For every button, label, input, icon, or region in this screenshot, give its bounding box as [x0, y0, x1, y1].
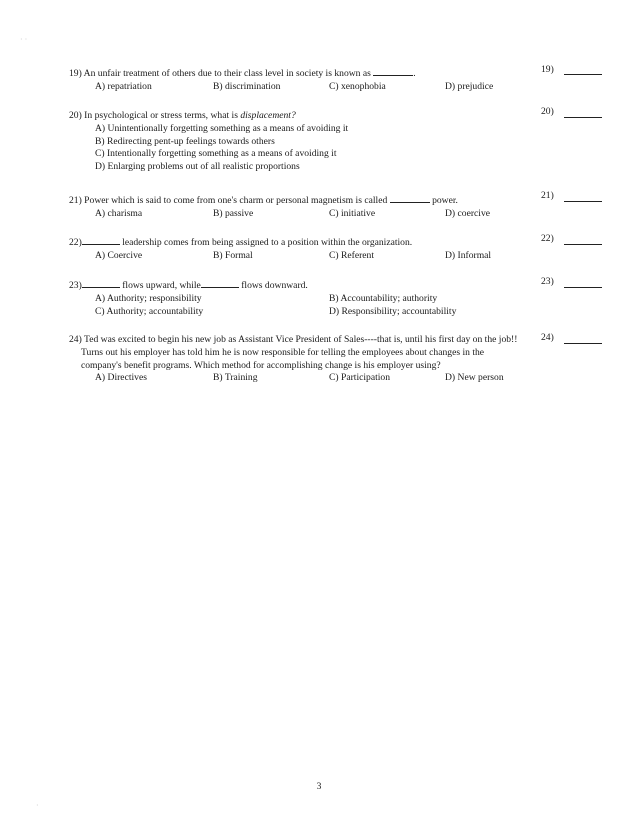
answer-number: 21) — [541, 190, 554, 201]
options-row — [69, 372, 519, 385]
question-24 — [69, 334, 519, 385]
answer-line[interactable] — [564, 74, 602, 75]
question-21 — [69, 193, 529, 221]
option-b: B) Redirecting pent-up feelings towards others — [95, 135, 275, 147]
option-d: D) New person — [445, 372, 504, 384]
question-stem: 22) leadership comes from being assigned to a position within the organization. — [69, 237, 413, 248]
question-stem: 21) Power which is said to come from one's charm or personal magnetism is called power. — [69, 195, 458, 206]
scan-mark: · · — [20, 35, 28, 44]
question-22 — [69, 235, 529, 263]
option-a: A) Unintentionally forgetting something as a means of avoiding it — [95, 122, 349, 134]
option-a: A) repatriation — [95, 80, 152, 92]
option-a: A) charisma — [95, 207, 143, 219]
option-c: C) Participation — [329, 372, 391, 384]
page-number: 3 — [316, 781, 322, 792]
options-row — [69, 208, 529, 221]
answer-number: 20) — [541, 106, 554, 117]
option-d: D) Informal — [445, 249, 492, 261]
fill-blank — [373, 66, 413, 76]
fill-blank — [390, 193, 430, 203]
options-row — [69, 293, 529, 306]
fill-blank — [82, 235, 120, 245]
answer-line[interactable] — [564, 343, 602, 344]
option-a: A) Directives — [95, 372, 147, 384]
answer-line[interactable] — [564, 117, 602, 118]
fill-blank — [82, 278, 120, 288]
option-b: B) discrimination — [213, 80, 281, 92]
answer-line[interactable] — [564, 287, 602, 288]
option-c: C) Referent — [329, 249, 375, 261]
question-stem: 23) flows upward, while flows downward. — [69, 280, 308, 291]
question-20 — [69, 110, 529, 174]
option-c: C) initiative — [329, 207, 376, 219]
option-a: A) Authority; responsibility — [95, 292, 202, 304]
options-list — [69, 123, 529, 174]
option-d: D) Responsibility; accountability — [329, 305, 457, 317]
scan-mark: · — [36, 801, 39, 810]
answer-number: 22) — [541, 233, 554, 244]
options-row — [69, 250, 529, 263]
answer-number: 23) — [541, 276, 554, 287]
option-c: C) Authority; accountability — [95, 305, 204, 317]
question-stem: 24) Ted was excited to begin his new job as Assistant Vice President of Sales----that is, until his first day on the job!! Turns out his employer has told him he is now responsible for telling the employees about changes in the company's benefit programs. Which method for accomplishing change is his employer using? — [69, 334, 518, 371]
option-b: B) Formal — [213, 249, 253, 261]
option-d: D) coercive — [445, 207, 491, 219]
answer-number: 24) — [541, 332, 554, 343]
question-23 — [69, 278, 529, 318]
question-stem: 20) In psychological or stress terms, what is displacement? — [69, 110, 296, 121]
option-b: B) passive — [213, 207, 254, 219]
option-b: B) Accountability; authority — [329, 292, 438, 304]
question-stem: 19) An unfair treatment of others due to their class level in society is known as . — [69, 68, 416, 79]
options-row — [69, 306, 529, 319]
answer-line[interactable] — [564, 201, 602, 202]
answer-line[interactable] — [564, 244, 602, 245]
option-d: D) Enlarging problems out of all realistic proportions — [95, 161, 300, 173]
fill-blank — [201, 278, 239, 288]
option-d: D) prejudice — [445, 80, 494, 92]
options-row — [69, 81, 529, 94]
option-c: C) Intentionally forgetting something as a means of avoiding it — [95, 148, 337, 160]
option-c: C) xenophobia — [329, 80, 386, 92]
question-19 — [69, 66, 529, 94]
option-a: A) Coercive — [95, 249, 143, 261]
option-b: B) Training — [213, 372, 258, 384]
answer-number: 19) — [541, 64, 554, 75]
